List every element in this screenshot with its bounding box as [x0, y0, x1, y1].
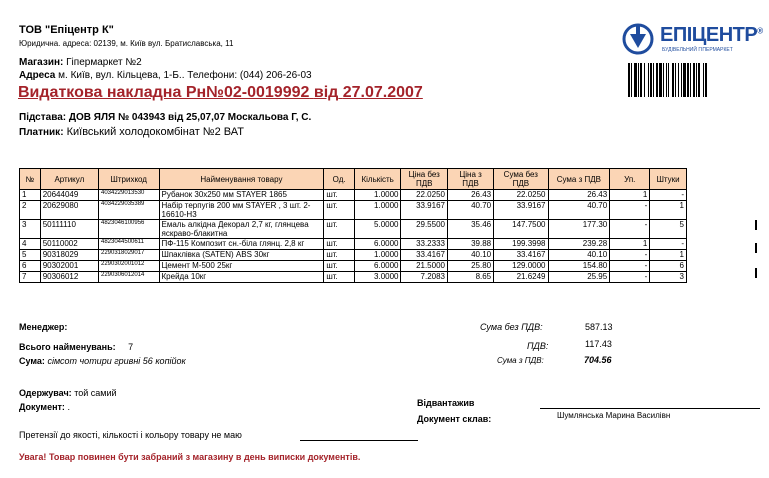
- table-cell: 39.88: [447, 239, 493, 250]
- table-cell: 22.0250: [401, 190, 448, 201]
- table-cell: -: [610, 250, 650, 261]
- table-cell: Рубанок 30х250 мм STAYER 1865: [159, 190, 324, 201]
- sum-without-vat-label: Сума без ПДВ:: [480, 322, 543, 332]
- table-cell: 90318029: [40, 250, 98, 261]
- logo-subtitle: БУДІВЕЛЬНИЙ ГІПЕРМАРКЕТ: [662, 47, 733, 53]
- column-header: Од.: [324, 169, 355, 190]
- table-cell: 40.70: [548, 201, 610, 220]
- table-cell: 90302001: [40, 261, 98, 272]
- table-cell: 2290306012014: [99, 272, 160, 283]
- table-cell: шт.: [324, 239, 355, 250]
- table-cell: 22.0250: [494, 190, 548, 201]
- signature-line: [540, 408, 760, 409]
- table-cell: 4823044500611: [99, 239, 160, 250]
- table-body: [20, 190, 687, 283]
- table-cell: 40.70: [447, 201, 493, 220]
- table-cell: 25.80: [447, 261, 493, 272]
- table-row: [20, 261, 687, 272]
- table-cell: 8.65: [447, 272, 493, 283]
- table-cell: 3: [650, 272, 687, 283]
- table-cell: -: [610, 261, 650, 272]
- table-cell: 2: [20, 201, 41, 220]
- table-cell: 6.0000: [354, 261, 401, 272]
- table-cell: 25.95: [548, 272, 610, 283]
- total-items-value: 7: [128, 342, 134, 352]
- items-table: [19, 168, 687, 283]
- table-cell: 4823046100956: [99, 220, 160, 239]
- table-row: [20, 220, 687, 239]
- table-cell: 239.28: [548, 239, 610, 250]
- table-cell: 21.6249: [494, 272, 548, 283]
- total-items-label: Всього найменувань:: [19, 342, 116, 352]
- receiver-value: той самий: [74, 388, 117, 398]
- table-cell: 50111110: [40, 220, 98, 239]
- table-cell: 33.2333: [401, 239, 448, 250]
- title-from: від: [313, 84, 339, 101]
- table-cell: 177.30: [548, 220, 610, 239]
- receiver-label: Одержувач:: [19, 388, 72, 398]
- address-label: Адреса: [19, 70, 56, 81]
- sum-words-label: Сума:: [19, 356, 45, 366]
- table-cell: 4034229035389: [99, 201, 160, 220]
- basis-line: [19, 112, 311, 123]
- warning-label: Увага!: [19, 452, 47, 462]
- table-cell: 29.5500: [401, 220, 448, 239]
- table-cell: -: [610, 220, 650, 239]
- column-header: Кількість: [354, 169, 401, 190]
- table-cell: 33.9167: [401, 201, 448, 220]
- table-cell: 3: [20, 220, 41, 239]
- table-cell: 20644049: [40, 190, 98, 201]
- store-line: [19, 57, 142, 68]
- shipped-label: Відвантажив: [417, 398, 475, 408]
- table-cell: 1: [610, 190, 650, 201]
- total-items-line: [19, 342, 133, 352]
- table-cell: 1: [650, 201, 687, 220]
- table-row: [20, 201, 687, 220]
- table-row: [20, 272, 687, 283]
- table-cell: 3.0000: [354, 272, 401, 283]
- table-cell: 1.0000: [354, 190, 401, 201]
- table-cell: 40.10: [548, 250, 610, 261]
- warning-text: Товар повинен бути забраний з магазину в день виписки документів.: [46, 452, 361, 462]
- vat-label: ПДВ:: [527, 341, 549, 351]
- table-cell: 6: [20, 261, 41, 272]
- table-cell: 33.9167: [494, 201, 548, 220]
- column-header: Уп.: [610, 169, 650, 190]
- sum-with-vat-value: 704.56: [584, 355, 612, 365]
- table-cell: Цемент М-500 25кг: [159, 261, 324, 272]
- store-value: Гіпермаркет №2: [66, 57, 142, 68]
- column-header: Штрихкод: [99, 169, 160, 190]
- barcode-bar: [707, 63, 708, 97]
- table-cell: Набір терпугів 200 мм STAYER , 3 шт. 2-16610-Н3: [159, 201, 324, 220]
- table-cell: 1: [650, 250, 687, 261]
- table-row: [20, 239, 687, 250]
- table-cell: 1: [20, 190, 41, 201]
- company-logo: [622, 22, 762, 63]
- table-cell: Крейда 10кг: [159, 272, 324, 283]
- address-line: [19, 70, 312, 81]
- table-cell: 35.46: [447, 220, 493, 239]
- payer-line: [19, 126, 244, 138]
- table-cell: 2290318029017: [99, 250, 160, 261]
- table-row: [20, 250, 687, 261]
- table-cell: 7: [20, 272, 41, 283]
- margin-mark: [755, 220, 757, 230]
- table-cell: 5: [650, 220, 687, 239]
- margin-mark: [755, 268, 757, 278]
- column-header: Ціна без ПДВ: [401, 169, 448, 190]
- sum-words-value: сімсот чотири гривні 56 копійок: [47, 356, 186, 366]
- receiver-line: [19, 388, 117, 398]
- table-cell: шт.: [324, 261, 355, 272]
- document-number: 02-0019992: [223, 84, 310, 101]
- table-cell: 5.0000: [354, 220, 401, 239]
- table-cell: -: [650, 239, 687, 250]
- document-line: [19, 402, 70, 412]
- payer-value: Київський холодокомбінат №2 ВАТ: [66, 126, 244, 138]
- document-date: 27.07.2007: [342, 84, 423, 101]
- sum-without-vat-value: 587.13: [585, 322, 613, 332]
- table-cell: -: [650, 190, 687, 201]
- table-cell: 6.0000: [354, 239, 401, 250]
- table-cell: 7.2083: [401, 272, 448, 283]
- table-cell: 1: [610, 239, 650, 250]
- table-cell: шт.: [324, 220, 355, 239]
- table-cell: 199.3998: [494, 239, 548, 250]
- margin-mark: [755, 243, 757, 253]
- table-cell: шт.: [324, 190, 355, 201]
- table-cell: 21.5000: [401, 261, 448, 272]
- vat-value: 117.43: [585, 339, 612, 349]
- document-title: [18, 84, 423, 102]
- warning-line: [19, 452, 360, 462]
- basis-value: ДОВ ЯЛЯ № 043943 від 25,07,07 Москальова Г, С.: [68, 112, 312, 123]
- document-label: Документ:: [19, 402, 65, 412]
- column-header: Артикул: [40, 169, 98, 190]
- table-cell: 20629080: [40, 201, 98, 220]
- basis-label: Підстава:: [19, 112, 67, 123]
- column-header: Сума з ПДВ: [548, 169, 610, 190]
- column-header: Сума без ПДВ: [494, 169, 548, 190]
- claims-text: Претензії до якості, кількості і кольору товару не маю: [19, 430, 242, 440]
- table-cell: шт.: [324, 201, 355, 220]
- document-value: .: [67, 402, 70, 412]
- table-cell: 33.4167: [494, 250, 548, 261]
- table-cell: 26.43: [447, 190, 493, 201]
- table-cell: 1.0000: [354, 250, 401, 261]
- column-header: Ціна з ПДВ: [447, 169, 493, 190]
- table-cell: 154.80: [548, 261, 610, 272]
- table-cell: 129.0000: [494, 261, 548, 272]
- sum-words-line: [19, 356, 186, 366]
- column-header: Штуки: [650, 169, 687, 190]
- company-name: ТОВ "Епіцентр К": [19, 24, 114, 36]
- table-cell: 6: [650, 261, 687, 272]
- table-cell: 2290302001012: [99, 261, 160, 272]
- table-cell: Шпаклівка (SATEN) ABS 30кг: [159, 250, 324, 261]
- storekeeper-label: Документ склав:: [417, 414, 492, 424]
- title-prefix: Видаткова накладна Рн№: [18, 84, 224, 101]
- table-cell: 5: [20, 250, 41, 261]
- logo-text: ЕПІЦЕНТР®: [660, 24, 763, 46]
- claims-signature-line: [300, 440, 418, 441]
- table-cell: 50110002: [40, 239, 98, 250]
- table-cell: 33.4167: [401, 250, 448, 261]
- table-cell: -: [610, 272, 650, 283]
- table-cell: 90306012: [40, 272, 98, 283]
- payer-label: Платник:: [19, 127, 64, 138]
- store-label: Магазин:: [19, 57, 64, 68]
- table-row: [20, 190, 687, 201]
- table-cell: 4: [20, 239, 41, 250]
- table-cell: шт.: [324, 272, 355, 283]
- storekeeper-value: Шумлянська Марина Василівн: [557, 411, 671, 420]
- manager-label: Менеджер:: [19, 322, 68, 332]
- column-header: Найменування товару: [159, 169, 324, 190]
- barcode: [628, 63, 752, 97]
- table-cell: 1.0000: [354, 201, 401, 220]
- table-cell: ПФ-115 Композит сн.-біла глянц. 2,8 кг: [159, 239, 324, 250]
- sum-with-vat-label: Сума з ПДВ:: [497, 356, 544, 365]
- table-cell: -: [610, 201, 650, 220]
- table-cell: 147.7500: [494, 220, 548, 239]
- table-cell: 40.10: [447, 250, 493, 261]
- table-cell: Емаль алкідна Декорал 2,7 кг, глянцева яскраво-блакитна: [159, 220, 324, 239]
- column-header: №: [20, 169, 41, 190]
- table-header-row: [20, 169, 687, 190]
- address-value: м. Київ, вул. Кільцева, 1-Б.. Телефони: (044) 206-26-03: [58, 70, 312, 81]
- legal-address: Юридична. адреса: 02139, м. Київ вул. Братиславська, 11: [19, 39, 234, 48]
- table-cell: 4034229013530: [99, 190, 160, 201]
- table-cell: шт.: [324, 250, 355, 261]
- table-cell: 26.43: [548, 190, 610, 201]
